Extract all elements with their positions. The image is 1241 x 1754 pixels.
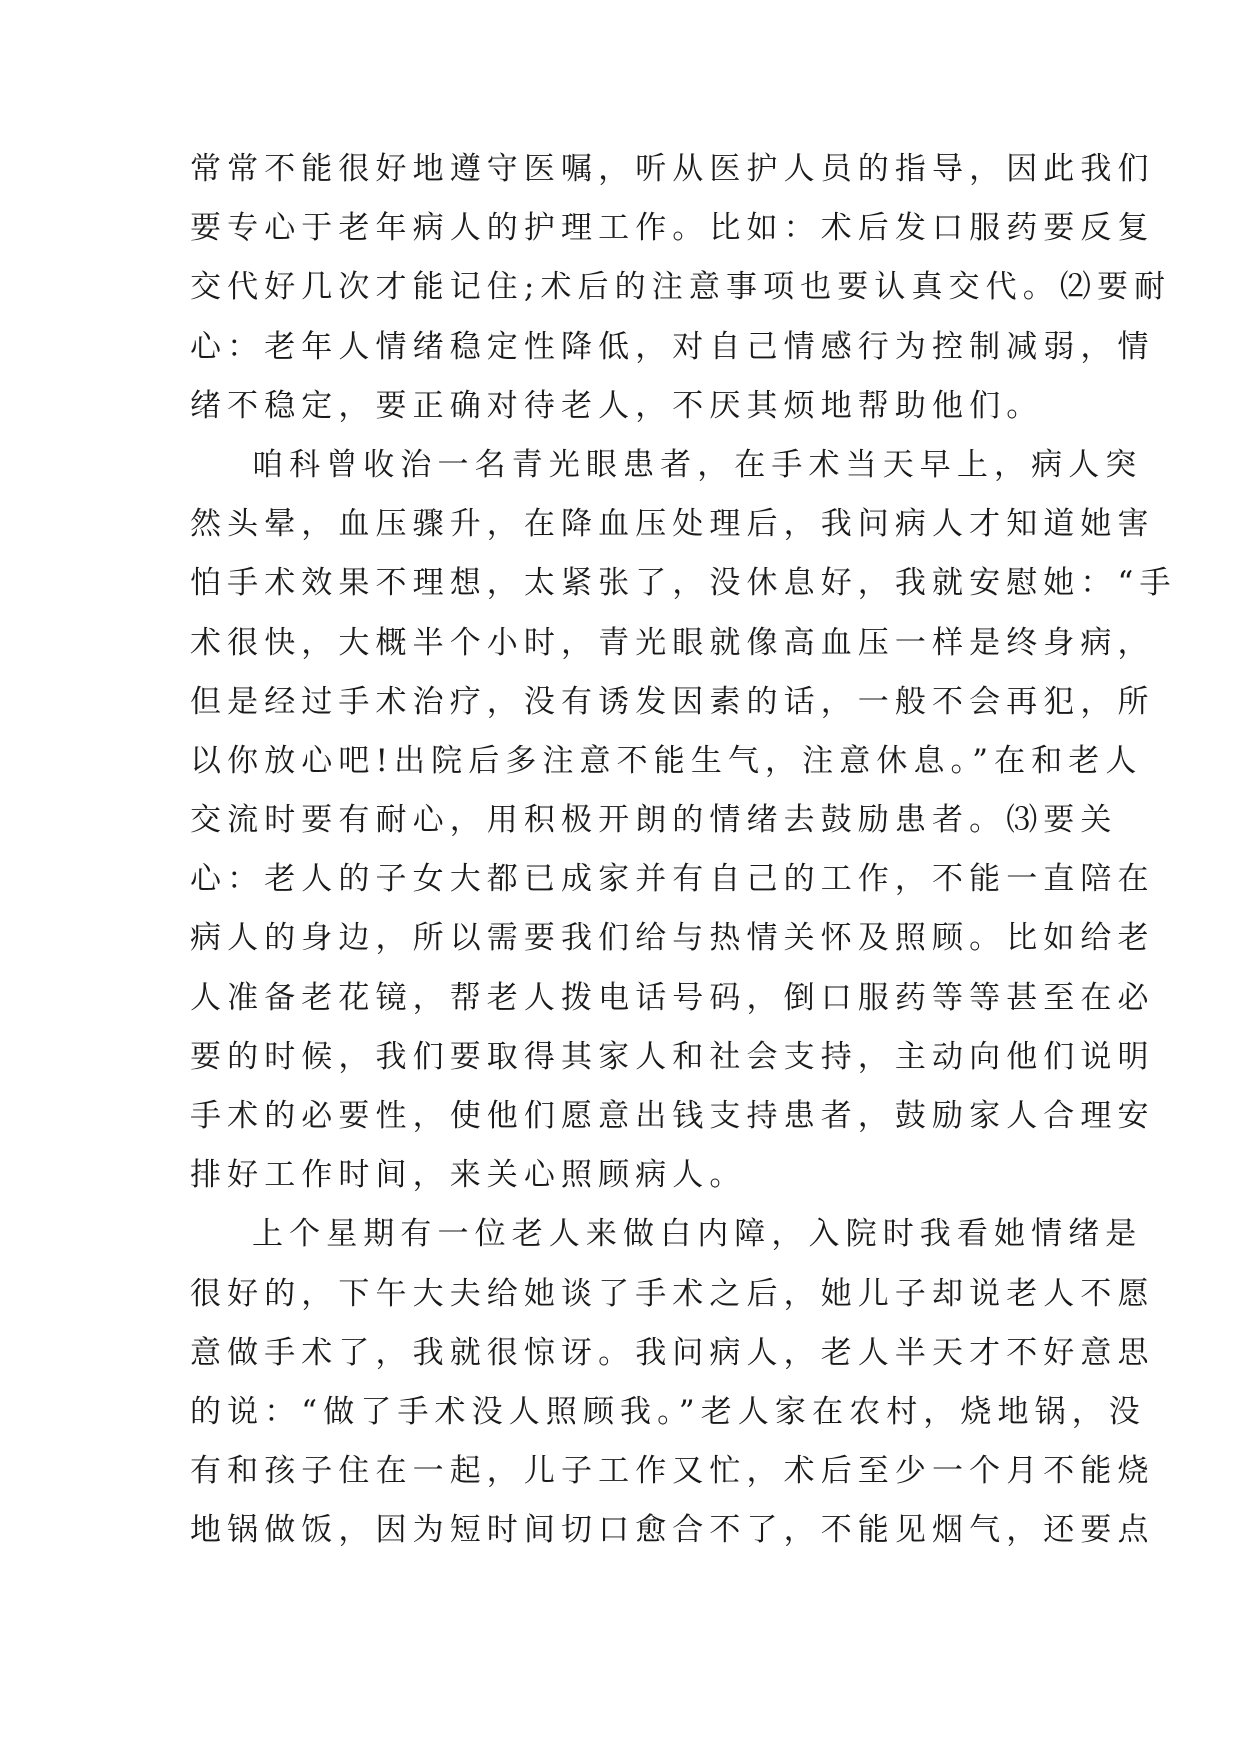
- text-line: 怕手术效果不理想，太紧张了，没休息好，我就安慰她：“手: [190, 565, 1177, 602]
- document-body: [190, 140, 1177, 1561]
- text-line: 术很快，大概半个小时，青光眼就像高血压一样是终身病，: [190, 624, 1155, 661]
- paragraph-first-line: 上个星期有一位老人来做白内障，入院时我看她情绪是: [252, 1216, 1143, 1253]
- text-line: 很好的，下午大夫给她谈了手术之后，她儿子却说老人不愿: [190, 1275, 1155, 1312]
- text-line: 心：老人的子女大都已成家并有自己的工作，不能一直陪在: [190, 861, 1155, 898]
- text-line: 但是经过手术治疗，没有诱发因素的话，一般不会再犯，所: [190, 683, 1155, 720]
- text-line: 人准备老花镜，帮老人拨电话号码，倒口服药等等甚至在必: [190, 979, 1155, 1016]
- text-line: 然头晕，血压骤升，在降血压处理后，我问病人才知道她害: [190, 506, 1155, 543]
- text-line: 有和孩子住在一起，儿子工作又忙，术后至少一个月不能烧: [190, 1453, 1155, 1490]
- text-line: 病人的身边，所以需要我们给与热情关怀及照顾。比如给老: [190, 920, 1155, 957]
- text-line: 以你放心吧!出院后多注意不能生气，注意休息。”在和老人: [190, 742, 1143, 779]
- text-line: 交代好几次才能记住;术后的注意事项也要认真交代。⑵要耐: [190, 269, 1172, 306]
- paragraph-first-line: 咱科曾收治一名青光眼患者，在手术当天早上，病人突: [252, 446, 1143, 483]
- text-line: 心：老年人情绪稳定性降低，对自己情感行为控制减弱，情: [190, 328, 1155, 365]
- text-line: 地锅做饭，因为短时间切口愈合不了，不能见烟气，还要点: [190, 1512, 1155, 1549]
- text-line: 的说：“做了手术没人照顾我。”老人家在农村，烧地锅，没: [190, 1393, 1146, 1430]
- text-line: 绪不稳定，要正确对待老人，不厌其烦地帮助他们。: [190, 387, 1044, 424]
- text-line: 交流时要有耐心，用积极开朗的情绪去鼓励患者。⑶要关: [190, 802, 1118, 839]
- text-line: 要专心于老年病人的护理工作。比如：术后发口服药要反复: [190, 210, 1155, 247]
- text-line: 常常不能很好地遵守医嘱，听从医护人员的指导，因此我们: [190, 151, 1155, 187]
- text-line: 意做手术了，我就很惊讶。我问病人，老人半天才不好意思: [190, 1334, 1155, 1371]
- text-line: 要的时候，我们要取得其家人和社会支持，主动向他们说明: [190, 1038, 1155, 1075]
- text-line: 排好工作时间，来关心照顾病人。: [190, 1157, 747, 1194]
- text-line: 手术的必要性，使他们愿意出钱支持患者，鼓励家人合理安: [190, 1098, 1155, 1134]
